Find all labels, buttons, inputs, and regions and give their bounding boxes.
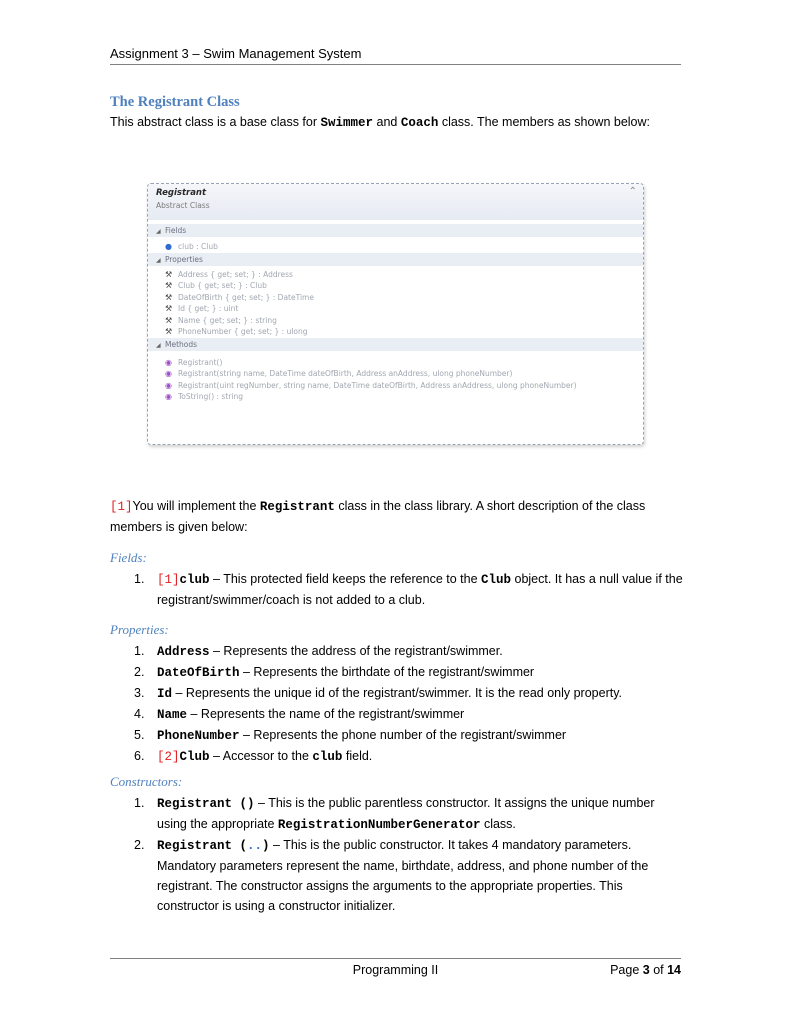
member-description: – This is the public constructor. It takes 4 mandatory parameters. Mandatory parameters represent the name, birthdate, address, and phone number of the registrant. The constructor assigns the arguments to the appropriate properties. This constructor is using a constructor initializer. <box>157 838 649 913</box>
double-chevron-up-icon[interactable]: ⌃ <box>628 186 637 197</box>
uml-method-row <box>148 391 643 403</box>
uml-member-text: Id { get; } : uint <box>178 304 239 313</box>
page-total: 14 <box>667 963 681 977</box>
uml-property-row <box>148 303 643 315</box>
uml-member-text: DateOfBirth { get; set; } : DateTime <box>178 292 314 302</box>
list-item <box>110 683 685 704</box>
uml-class-name: Registrant <box>156 188 207 198</box>
page-footer <box>110 958 681 979</box>
uml-member-text: Registrant() <box>178 357 223 367</box>
page-label: of <box>649 963 668 977</box>
method-icon: ◉ <box>165 392 172 401</box>
uml-member-text: Registrant(uint regNumber, string name, DateTime dateOfBirth, Address anAddress, ulong phoneNumber) <box>178 380 577 390</box>
uml-member-text: PhoneNumber { get; set; } : ulong <box>178 327 308 336</box>
collapse-triangle-icon: ◢ <box>156 341 161 349</box>
member-code: Registrant () <box>157 797 255 811</box>
list-item <box>110 569 685 610</box>
list-number: 2. <box>134 838 145 852</box>
wrench-icon: ⚒ <box>165 315 173 325</box>
list-item <box>110 793 685 835</box>
member-code: RegistrationNumberGenerator <box>277 818 481 832</box>
page-current: 3 <box>642 963 650 977</box>
properties-list <box>110 641 685 767</box>
uml-member-text: ToString() : string <box>178 392 243 401</box>
uml-section-methods[interactable] <box>148 338 643 351</box>
task-text: You will implement the <box>132 499 260 513</box>
uml-class-kind: Abstract Class <box>156 201 210 210</box>
uml-section-label: Fields <box>165 226 187 235</box>
code-coach: Coach <box>400 116 439 130</box>
uml-section-fields[interactable] <box>148 224 643 237</box>
member-description: – Represents the name of the registrant/swimmer <box>187 707 465 721</box>
uml-class-diagram <box>147 183 644 445</box>
list-item <box>110 662 685 683</box>
list-item <box>110 704 685 725</box>
member-code: Registrant ( <box>157 839 248 853</box>
uml-section-properties[interactable] <box>148 253 643 266</box>
member-description: class. <box>480 817 516 831</box>
member-code: Club <box>179 750 210 764</box>
uml-property-row <box>148 269 643 281</box>
uml-field-row <box>148 241 643 253</box>
intro-text: and <box>373 115 401 129</box>
collapse-triangle-icon: ◢ <box>156 228 161 235</box>
marks-badge: [2] <box>157 750 180 764</box>
intro-text: This abstract class is a base class for <box>110 115 321 129</box>
task-text: class in the class library. A short description of the class members is given below: <box>110 499 646 534</box>
list-number: 3. <box>134 686 145 700</box>
section-title: The Registrant Class <box>110 94 240 110</box>
uml-member-text: Name { get; set; } : string <box>178 315 277 325</box>
member-code: ) <box>262 839 270 853</box>
uml-section-label: Methods <box>165 339 198 349</box>
uml-property-row <box>148 326 643 338</box>
list-item <box>110 835 685 916</box>
list-number: 1. <box>134 796 145 810</box>
collapse-triangle-icon: ◢ <box>156 256 161 264</box>
list-number: 5. <box>134 728 145 742</box>
wrench-icon: ⚒ <box>165 269 173 279</box>
task-paragraph <box>110 496 685 537</box>
member-code: DateOfBirth <box>157 666 240 680</box>
list-number: 6. <box>134 749 145 763</box>
member-description: – Accessor to the <box>209 749 313 763</box>
wrench-icon: ⚒ <box>165 281 173 290</box>
field-icon: ● <box>165 242 172 251</box>
member-code: Address <box>157 645 210 659</box>
member-code: PhoneNumber <box>157 729 240 743</box>
marks-badge: [1] <box>110 500 133 514</box>
member-description: object. It has a null value if the registrant/swimmer/coach is not added to a club. <box>157 572 683 607</box>
member-description: – Represents the birthdate of the registrant/swimmer <box>239 665 535 679</box>
uml-method-row <box>148 368 643 380</box>
footer-course: Programming II <box>352 963 439 977</box>
wrench-icon: ⚒ <box>165 292 173 302</box>
method-icon: ◉ <box>165 369 172 378</box>
member-code: .. <box>247 839 263 853</box>
uml-method-row <box>148 380 643 392</box>
intro-text: class. The members as shown below: <box>438 115 651 129</box>
list-number: 2. <box>134 665 145 679</box>
member-description: – Represents the address of the registrant/swimmer. <box>209 644 503 658</box>
page-number <box>610 963 681 977</box>
fields-list <box>110 569 685 610</box>
member-code: Id <box>157 687 173 701</box>
member-code: club <box>179 573 210 587</box>
page-label: Page <box>610 963 643 977</box>
wrench-icon: ⚒ <box>165 327 173 336</box>
method-icon: ◉ <box>165 357 172 367</box>
wrench-icon: ⚒ <box>165 304 173 313</box>
member-description: – Represents the unique id of the registrant/swimmer. It is the read only property. <box>172 686 623 700</box>
method-protected-icon: ◉ <box>165 380 172 390</box>
member-description: field. <box>342 749 373 763</box>
member-code: Name <box>157 708 188 722</box>
uml-property-row <box>148 315 643 327</box>
properties-heading: Properties: <box>110 622 169 637</box>
member-code: club <box>312 750 343 764</box>
intro-paragraph <box>110 112 685 133</box>
list-item <box>110 725 685 746</box>
member-code: Club <box>481 573 512 587</box>
uml-member-text: Registrant(string name, DateTime dateOfBirth, Address anAddress, ulong phoneNumber) <box>178 369 513 378</box>
marks-badge: [1] <box>157 573 180 587</box>
page-header <box>110 46 681 65</box>
uml-property-row <box>148 292 643 304</box>
uml-method-row <box>148 357 643 369</box>
code-registrant: Registrant <box>259 500 335 514</box>
member-description: – Represents the phone number of the registrant/swimmer <box>239 728 567 742</box>
list-item <box>110 746 685 767</box>
uml-property-row <box>148 280 643 292</box>
constructors-list <box>110 793 685 916</box>
uml-member-text: Club { get; set; } : Club <box>178 281 267 290</box>
list-number: 4. <box>134 707 145 721</box>
uml-member-text: club : Club <box>178 242 218 251</box>
list-item <box>110 641 685 662</box>
fields-heading: Fields: <box>110 550 147 565</box>
uml-header <box>148 184 643 220</box>
list-number: 1. <box>134 572 145 586</box>
member-description: – This is the public parentless constructor. It assigns the unique number using the appropriate <box>157 796 655 831</box>
uml-section-label: Properties <box>165 254 203 264</box>
code-swimmer: Swimmer <box>320 116 374 130</box>
member-description: – This protected field keeps the reference to the <box>209 572 481 586</box>
uml-member-text: Address { get; set; } : Address <box>178 269 293 279</box>
constructors-heading: Constructors: <box>110 774 183 789</box>
header-title: Assignment 3 – Swim Management System <box>110 46 362 61</box>
list-number: 1. <box>134 644 145 658</box>
